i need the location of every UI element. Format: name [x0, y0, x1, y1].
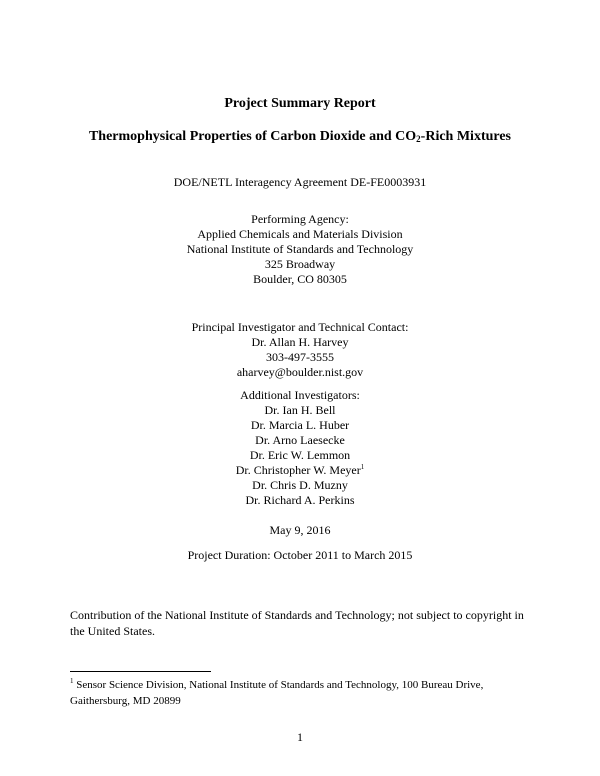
subtitle-part-2: -Rich Mixtures [420, 129, 512, 144]
pi-email: aharvey@boulder.nist.gov [236, 365, 364, 379]
investigator-name: Dr. Arno Laesecke [255, 433, 345, 447]
report-title: Project Summary Report [224, 96, 376, 111]
page-number: 1 [297, 730, 303, 744]
agency-institute: National Institute of Standards and Technology [186, 242, 414, 256]
footnote-text: Sensor Science Division, National Institute of Standards and Technology, 100 Bureau Drive, Gaithersburg, MD 20899 [70, 679, 484, 707]
report-date: May 9, 2016 [269, 523, 331, 537]
footnote-marker: 1 [360, 463, 365, 471]
subtitle-subscript: 2 [416, 134, 421, 144]
report-subtitle [0, 129, 600, 145]
pi-heading: Principal Investigator and Technical Contact: [191, 320, 409, 334]
agreement-number: DOE/NETL Interagency Agreement DE-FE0003931 [173, 175, 427, 189]
pi-phone: 303-497-3555 [266, 350, 334, 364]
investigator-name: Dr. Ian H. Bell [264, 403, 336, 417]
subtitle-part-1: Thermophysical Properties of Carbon Dioxide and CO [88, 129, 417, 144]
additional-heading: Additional Investigators: [240, 388, 360, 402]
investigator-name: Dr. Marcia L. Huber [250, 418, 350, 432]
agency-city: Boulder, CO 80305 [253, 272, 347, 286]
additional-investigators-block [0, 388, 600, 508]
performing-agency-heading: Performing Agency: [251, 212, 349, 226]
copyright-notice: Contribution of the National Institute of Standards and Technology; not subject to copyright in the United States. [70, 608, 524, 638]
principal-investigator-block [0, 320, 600, 380]
footnote-mark: 1 [70, 677, 74, 685]
footnote-divider [70, 671, 211, 672]
performing-agency-block [0, 212, 600, 287]
investigator-name: Dr. Christopher W. Meyer [235, 463, 361, 477]
investigator-name-with-footnote [0, 463, 600, 478]
investigator-name: Dr. Eric W. Lemmon [249, 448, 351, 462]
investigator-name: Dr. Richard A. Perkins [245, 493, 355, 507]
pi-name: Dr. Allan H. Harvey [251, 335, 349, 349]
investigator-name: Dr. Chris D. Muzny [252, 478, 348, 492]
footnote [70, 677, 532, 709]
agency-street: 325 Broadway [264, 257, 336, 271]
project-duration: Project Duration: October 2011 to March 2015 [187, 548, 413, 562]
agency-division: Applied Chemicals and Materials Division [197, 227, 403, 241]
